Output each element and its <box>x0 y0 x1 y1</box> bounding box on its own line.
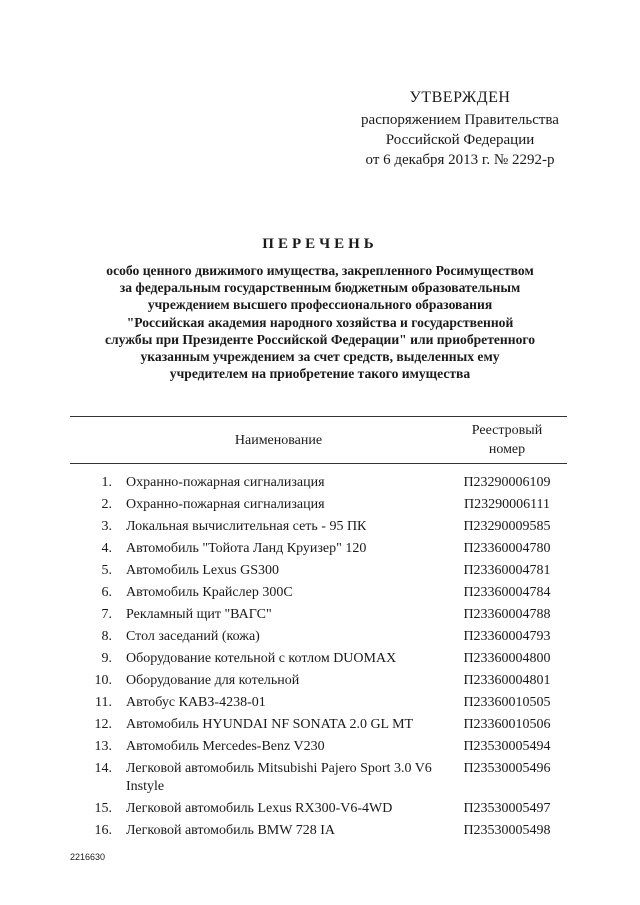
table-row <box>70 798 567 820</box>
table-row <box>70 560 567 582</box>
subtitle-line: за федеральным государственным бюджетным образовательным <box>119 280 521 296</box>
row-number: 11. <box>95 695 112 710</box>
table-row <box>70 464 567 495</box>
row-registry-number: П23530005498 <box>463 823 551 838</box>
row-number: 12. <box>94 717 112 732</box>
row-number: 4. <box>101 541 112 556</box>
row-number: 6. <box>101 585 112 600</box>
table-header-row <box>70 417 567 464</box>
row-registry-number: П23360004801 <box>463 673 551 688</box>
table-row <box>70 820 567 842</box>
row-name: Легковой автомобиль Mitsubishi Pajero Sport 3.0 V6 Instyle <box>126 761 432 794</box>
row-name: Охранно-пожарная сигнализация <box>126 475 325 490</box>
document-title: ПЕРЕЧЕНЬ <box>262 236 378 252</box>
table-row <box>70 494 567 516</box>
row-registry-number: П23360004784 <box>463 585 551 600</box>
table-row <box>70 582 567 604</box>
row-name: Автомобиль "Тойота Ланд Круизер" 120 <box>126 541 367 556</box>
row-registry-number: П23360004800 <box>463 651 551 666</box>
subtitle-line: учредителем на приобретение такого имущества <box>169 366 471 382</box>
row-registry-number: П23530005497 <box>463 801 551 816</box>
row-number: 13. <box>94 739 112 754</box>
approval-heading: УТВЕРЖДЕН <box>409 89 511 106</box>
row-number: 3. <box>101 519 112 534</box>
subtitle-line: службы при Президенте Российской Федерации" или приобретенного <box>104 331 536 347</box>
row-number: 7. <box>101 607 112 622</box>
table-row <box>70 714 567 736</box>
row-name: Стол заседаний (кожа) <box>126 629 260 644</box>
row-registry-number: П23360010505 <box>463 695 551 710</box>
row-registry-number: П23360004780 <box>463 541 551 556</box>
row-name: Автомобиль Mercedes-Benz V230 <box>126 739 325 754</box>
row-registry-number: П23290006109 <box>463 475 551 490</box>
row-registry-number: П23530005496 <box>463 761 551 776</box>
row-name: Легковой автомобиль BMW 728 IA <box>126 823 335 838</box>
header-registry-number <box>447 417 567 464</box>
approval-block <box>330 88 590 170</box>
table-row <box>70 604 567 626</box>
row-number: 14. <box>94 761 112 776</box>
row-number: 15. <box>94 801 112 816</box>
subtitle-line: учреждением высшего профессионального образования <box>147 297 493 313</box>
table-row <box>70 758 567 798</box>
table-row <box>70 516 567 538</box>
row-registry-number: П23290006111 <box>463 497 551 512</box>
row-number: 9. <box>101 651 112 666</box>
approval-line-2: Российской Федерации <box>385 132 535 148</box>
row-registry-number: П23530005494 <box>463 739 551 754</box>
row-registry-number: П23360010506 <box>463 717 551 732</box>
approval-line-3: от 6 декабря 2013 г. № 2292-р <box>365 152 555 168</box>
approval-line-1: распоряжением Правительства <box>361 112 559 128</box>
row-name: Автомобиль Lexus GS300 <box>126 563 279 578</box>
row-name: Автобус КАВЗ-4238-01 <box>126 695 266 710</box>
row-name: Автомобиль Крайслер 300С <box>126 585 293 600</box>
table-row <box>70 692 567 714</box>
row-name: Оборудование для котельной <box>126 673 300 688</box>
table-row <box>70 736 567 758</box>
row-number: 1. <box>101 475 112 490</box>
footer-code: 2216630 <box>70 852 106 862</box>
row-name: Автомобиль HYUNDAI NF SONATA 2.0 GL MT <box>126 717 414 732</box>
row-registry-number: П23360004781 <box>463 563 551 578</box>
row-number: 5. <box>101 563 112 578</box>
row-registry-number: П23290009585 <box>463 519 551 534</box>
property-table <box>70 416 567 842</box>
table-row <box>70 626 567 648</box>
subtitle-line: "Российская академия народного хозяйства и государственной <box>126 314 514 330</box>
row-name: Легковой автомобиль Lexus RX300-V6-4WD <box>126 801 393 816</box>
table-row <box>70 648 567 670</box>
row-number: 8. <box>101 629 112 644</box>
subtitle-line: указанным учреждением за счет средств, выделенных ему <box>140 349 500 365</box>
table-row <box>70 670 567 692</box>
row-number: 16. <box>94 823 112 838</box>
header-name: Наименование <box>70 417 447 464</box>
row-name: Локальная вычислительная сеть - 95 ПК <box>126 519 367 534</box>
header-reg-line-1: Реестровый <box>471 423 543 438</box>
row-registry-number: П23360004793 <box>463 629 551 644</box>
row-number: 10. <box>94 673 112 688</box>
subtitle-line: особо ценного движимого имущества, закрепленного Росимуществом <box>106 263 534 278</box>
row-number: 2. <box>101 497 112 512</box>
table-row <box>70 538 567 560</box>
header-reg-line-2: номер <box>488 442 526 457</box>
row-registry-number: П23360004788 <box>463 607 551 622</box>
row-name: Рекламный щит "ВАГС" <box>126 607 272 622</box>
row-name: Оборудование котельной с котлом DUOMAX <box>126 651 397 666</box>
document-subtitle <box>70 262 570 382</box>
row-name: Охранно-пожарная сигнализация <box>126 497 325 512</box>
